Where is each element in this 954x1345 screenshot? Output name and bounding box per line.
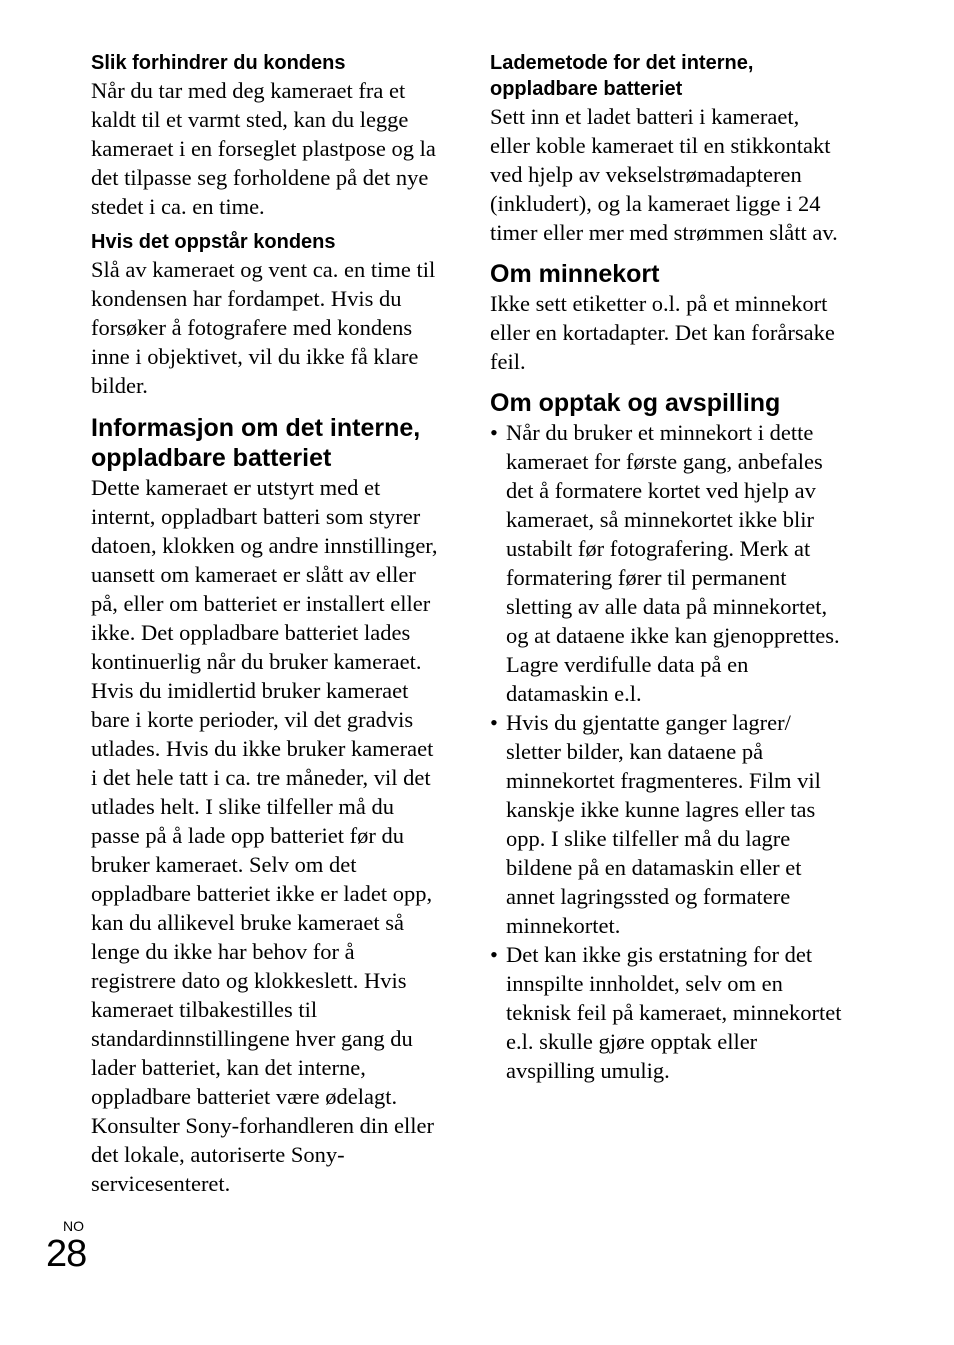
- page-number: 28: [46, 1233, 87, 1275]
- list-item-text: Hvis du gjentatte ganger lagrer/ sletter bilder, kan dataene på minnekortet fragmenteres. Film vil kanskje ikke kunne lagres eller tas opp. I slike tilfeller må du lagre bildene på en datamaskin eller et annet lagringssted og formatere minnekortet.: [506, 710, 821, 938]
- paragraph-om-minnekort: Ikke sett etiketter o.l. på et minnekort eller en kortadapter. Det kan forårsake feil.: [490, 291, 835, 374]
- list-item-text: Når du bruker et minnekort i dette kameraet for første gang, anbefales det å formatere kortet ved hjelp av kameraet, så minnekortet ikke blir ustabilt før fotografering. Merk at formatering fører til permanent sletting av alle data på minnekortet, og at dataene ikke kan gjenopprettes. Lagre verdifulle data på en datamaskin e.l.: [506, 420, 840, 706]
- list-item: [490, 418, 842, 708]
- right-column: [490, 50, 842, 1085]
- list-item: [490, 940, 842, 1085]
- heading-informasjon-batteri: Informasjon om det interne, oppladbare batteriet: [91, 414, 421, 472]
- paragraph-informasjon-batteri: Dette kameraet er utstyrt med et internt, oppladbart batteri som styrer datoen, klokken og andre innstillinger, uansett om kameraet er slått av eller på, eller om batteriet er installert eller ikke. Det oppladbare batteriet lades kontinuerlig når du bruker kameraet. Hvis du imidlertid bruker kameraet bare i korte perioder, vil det gradvis utlades. Hvis du ikke bruker kameraet i det hele tatt i ca. tre måneder, vil det utlades helt. I slike tilfeller må du passe på å lade opp batteriet før du bruker kameraet. Selv om det oppladbare batteriet ikke er ladet opp, kan du allikevel bruke kameraet så lenge du ikke har behov for å registrere dato og klokkeslett. Hvis kameraet tilbakestilles til standardinnstillingene hver gang du lader batteriet, kan det interne, oppladbare batteriet være ødelagt. Konsulter Sony-forhandleren din eller det lokale, autoriserte Sony-servicesenteret.: [91, 475, 438, 1196]
- heading-slik-forhindrer: Slik forhindrer du kondens: [91, 52, 346, 74]
- list-item-text: Det kan ikke gis erstatning for det innspilte innholdet, selv om en teknisk feil på kameraet, minnekortet e.l. skulle gjøre opptak eller avspilling umulig.: [506, 942, 842, 1083]
- list-item: [490, 708, 842, 940]
- paragraph-hvis-kondens: Slå av kameraet og vent ca. en time til kondensen har fordampet. Hvis du forsøker å fotografere med kondens inne i objektivet, vil du ikke få klare bilder.: [91, 257, 436, 398]
- paragraph-lademetode: Sett inn et ladet batteri i kameraet, eller koble kameraet til en stikkontakt ved hjelp av vekselstrømadapteren (inkludert), og la kameraet ligge i 24 timer eller mer med strømmen slått av.: [490, 104, 838, 245]
- heading-hvis-kondens: Hvis det oppstår kondens: [91, 231, 336, 253]
- heading-om-opptak: Om opptak og avspilling: [490, 389, 781, 417]
- bullet-dot: •: [490, 942, 498, 967]
- heading-om-minnekort: Om minnekort: [490, 260, 660, 288]
- paragraph-slik-forhindrer: Når du tar med deg kameraet fra et kaldt til et varmt sted, kan du legge kameraet i en forseglet plastpose og la det tilpasse seg forholdene på det nye stedet i ca. en time.: [91, 78, 436, 219]
- bullet-dot: •: [490, 420, 498, 445]
- heading-lademetode: Lademetode for det interne, oppladbare batteriet: [490, 52, 754, 100]
- page-language-label: NO: [63, 1218, 84, 1234]
- bullet-dot: •: [490, 710, 498, 735]
- left-column: [91, 50, 443, 1198]
- bullet-list: [490, 418, 842, 1085]
